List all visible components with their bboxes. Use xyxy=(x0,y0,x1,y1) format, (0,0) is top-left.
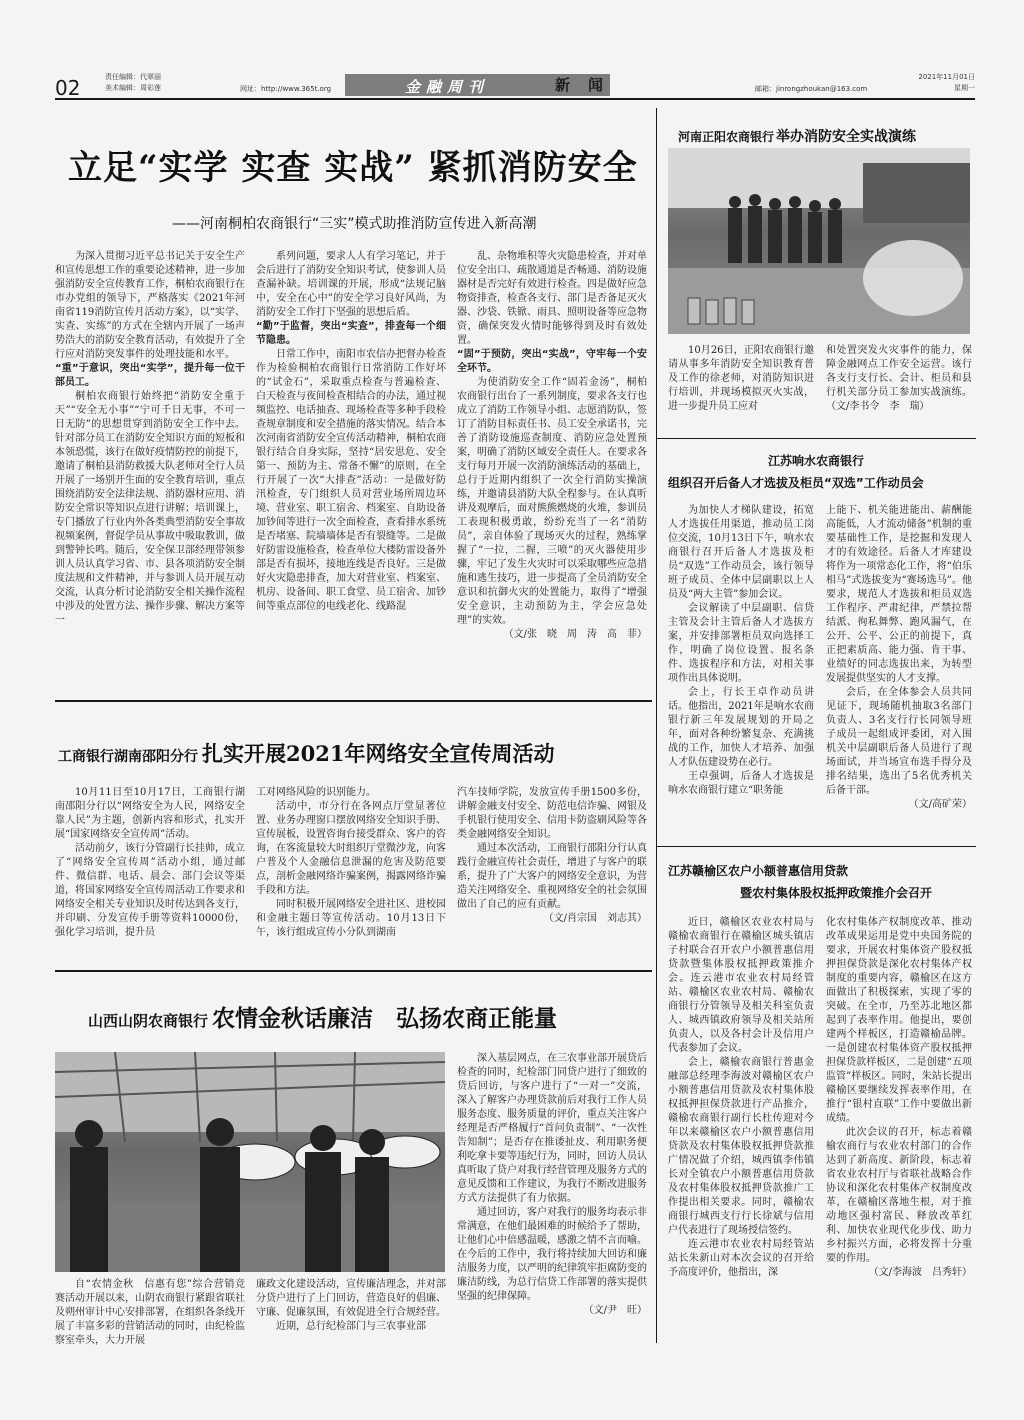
brand-name: 金融周刊 xyxy=(405,78,490,96)
shanxi-title-main: 农情金秋话廉洁 弘扬农商正能量 xyxy=(212,1005,558,1032)
email[interactable]: 邮箱：jinrongzhoukan@163.com xyxy=(755,85,868,93)
editor-line: 美术编辑：周彩莲 xyxy=(105,84,161,92)
byline: （文/肖宗国 刘志其） xyxy=(543,913,647,924)
dairy-farm-photo xyxy=(55,1052,445,1272)
jsgy-title-pre: 江苏赣榆区农户小额普惠信用贷款 xyxy=(668,864,849,878)
zhengyang-title xyxy=(678,126,916,146)
masthead xyxy=(55,70,975,100)
fire-drill-photo xyxy=(668,148,970,334)
zhengyang-title-pre: 河南正阳农商银行 xyxy=(678,130,775,144)
editor-credits xyxy=(105,72,161,94)
jsxs-col-2 xyxy=(826,504,972,834)
paragraph: 近期，总行纪检部门与三农事业部 xyxy=(276,1321,426,1332)
paragraph: 通过回访，客户对我行的服务均表示非常满意，在他们最困难的时候给予了帮助，让他们心中倍感温暖，感激之情不言而喻。在今后的工作中，我行将持续加大回访和廉洁服务力度，以严明的纪律筑牢拒腐防变的廉洁防线，为总行信贷工作部署的落实提供坚强的纪律保障。 xyxy=(457,1207,647,1302)
fire-drill-illustration xyxy=(668,148,970,334)
byline: （文/高矿荣） xyxy=(908,799,972,810)
zhengyang-title-main: 举办消防安全实战演练 xyxy=(776,129,917,145)
page-number: 02 xyxy=(55,76,81,100)
paragraph: 廉政文化建设活动，宣传廉洁理念，并对部分贷户进行了上门回访，营造良好的倡廉、守廉、促廉氛围，有效促进全行合规经营。 xyxy=(256,1279,446,1318)
paragraph: 会上，行长王卓作动员讲话。他指出，2021年是响水农商银行新三年发展规划的开局之年，面对各种纷繁复杂、充满挑战的工作，加快人才培养、加强人才队伍建设势在必行。 xyxy=(668,687,814,768)
editor-line: 责任编辑：代翠丽 xyxy=(105,73,161,81)
byline: （文/张 晓 周 涛 高 菲） xyxy=(503,629,647,640)
paragraph: 活动中，市分行在各网点厅堂显著位置、业务办理窗口摆放网络安全知识手册、宣传展板，设置咨询台接受群众、客户的咨询，在客流量较大时组织厅堂微沙龙，向客户普及个人金融信息泄漏的危害及防范要点，剖析金融网络诈骗案例，揭露网络诈骗手段和方法。 xyxy=(256,801,446,896)
paragraph: 会上，赣榆农商银行普惠金融部总经理李海波对赣榆区农户小额普惠信用贷款及农村集体股权抵押担保贷款进行产品推介，赣榆农商银行副行长杜传迎对今年以来赣榆区农户小额普惠信用贷款及农村集体股权抵押贷款推广情况做了介绍，城西镇李伟镇长对全镇农户小额普惠信用贷款及农村集体股权抵押贷款推广工作提出相关要求。同时，赣榆农商银行城西支行行长徐斌与信用户代表进行了现场授信签约。 xyxy=(668,1057,814,1236)
divider xyxy=(55,970,652,972)
date-text: 2021年11月01日 xyxy=(918,73,975,81)
shanxi-title-pre: 山西山阴农商银行 xyxy=(88,1012,209,1030)
gonghang-col-3 xyxy=(457,786,647,960)
paragraph: 汽车技师学院，发放宣传手册1500多份，讲解金融支付安全、防范电信诈骗、网银及手机银行使用安全、信用卡防盗刷风险等各类金融网络安全知识。 xyxy=(457,787,647,840)
gonghang-col-2 xyxy=(256,786,446,936)
shanxi-col-b2 xyxy=(256,1278,446,1340)
divider xyxy=(656,846,976,847)
byline: （文/尹 旺） xyxy=(583,1305,647,1316)
zhengyang-col-2 xyxy=(826,344,972,420)
lead-subtitle: ——河南桐柏农商银行“三实”模式助推消防宣传进入新高潮 xyxy=(172,216,537,232)
jsgy-col-1 xyxy=(668,916,814,1340)
gonghang-title xyxy=(58,738,554,768)
paragraph: 10月26日，正阳农商银行邀请从事多年消防安全知识教育普及工作的徐老师，对消防知识进行培训，并现场模拟灭火实战，进一步提升员工应对 xyxy=(668,345,814,412)
byline: （文/李海波 吕秀轩） xyxy=(868,1267,972,1278)
jsxs-col-1 xyxy=(668,504,814,834)
jsxs-title-main: 组织召开后备人才选拔及柜员“双选”工作动员会 xyxy=(668,476,924,490)
paragraph: 工对网络风险的识别能力。 xyxy=(256,787,376,798)
paragraph: 连云港市农业农村局经管站站长朱新山对本次会议的召开给予高度评价，他指出，深 xyxy=(668,1239,814,1278)
paragraph: 日常工作中，南阳市农信办把督办检查作为检验桐柏农商银行日常消防工作好坏的“试金石”，采取重点检查与普遍检查、白天检查与夜间检查相结合的办法，通过视频监控、电话抽查、现场检查等多种手段检查规章制度和安全措施的落实情况。结合本次河南省消防安全宣传活动精神，桐柏农商银行结合自身实际，坚持“居安思危、安全第一、预防为主、常备不懈”的原则，在全行开展了一次“大排查”活动：一是做好防汛检查，专门组织人员对营业场所周边环境、营业室、职工宿舍、档案室、自助设备加钞间等进行一次全面检查，查看排水系统是否堵塞、院墙墙体是否有裂缝等。二是做好防雷设施检查，检查单位大楼防雷设备外部是否有损坏，接地连线是否良好。三是做好火灾隐患排查，加大对营业室、档案室、机房、设备间、职工食堂、员工宿舍、加钞间等重点部位的电线老化、线路混 xyxy=(256,349,446,612)
shanxi-title xyxy=(88,1000,557,1033)
lead-col-2 xyxy=(256,250,446,686)
website[interactable]: 网址：http://www.365t.org xyxy=(240,85,332,93)
shanxi-col-b1 xyxy=(55,1278,245,1346)
zhengyang-col-1 xyxy=(668,344,814,420)
gonghang-title-pre: 工商银行湖南邵阳分行 xyxy=(58,749,198,765)
jsxs-title-pre: 江苏响水农商银行 xyxy=(768,454,865,468)
paragraph: 活动前夕，该行分管副行长挂帅，成立了“网络安全宣传周”活动小组，通过邮件、微信群、电话、晨会、部门会议等渠道，将国家网络安全宣传周活动工作要求和网络安全相关专业知识及时传达到各支行，并印刷、分发宣传手册等资料10000份，强化学习培训，提升员 xyxy=(55,843,245,938)
weekday-text: 星期一 xyxy=(954,84,975,92)
issue-date xyxy=(918,72,975,94)
paragraph: 通过本次活动，工商银行邵阳分行认真践行金融宣传社会责任，增进了与客户的联系，提升了广大客户的网络安全意识，为营造关注网络安全、重视网络安全的社会氛围做出了自己的应有贡献。 xyxy=(457,843,647,910)
paragraph: 为使消防安全工作“固若金汤”，桐柏农商银行出台了一系列制度，要求各支行也成立了消防工作领导小组、志愿消防队，签订了消防目标责任书、员工安全承诺书，完善了消防设施巡查制度、消防应急处置预案，明确了消防区域安全责任人。在要求各支行每月开展一次消防演练活动的基础上，总行于近期内组织了一次全行消防实操演练，并邀请县消防大队全程参与。在认真听讲及观摩后，面对熊熊燃烧的火堆，参训员工表现积极勇敢，纷纷充当了一名“消防员”，亲自体验了现场灭火的过程，熟练掌握了“一拉，二握，三喷”的灭火器使用步骤，牢记了发生火灾时可以采取哪些应急措施和逃生技巧，进一步提高了全员消防安全意识和抗御火灾的处置能力，取得了“增强安全意识，主动预防为主，学会应急处理”的实效。 xyxy=(457,377,647,626)
paragraph: 同时积极开展网络安全进社区、进校园和金融主题日等宣传活动。10月13日下午，该行组成宣传小分队到湖南 xyxy=(256,899,446,938)
lead-title: 立足“实学 实查 实战” 紧抓消防安全 xyxy=(68,148,638,188)
lead-col-1 xyxy=(55,250,245,686)
paragraph: 近日，赣榆区农业农村局与赣榆农商银行在赣榆区城头镇店子村联合召开农户小额普惠信用贷款暨集体股权抵押政策推介会。连云港市农业农村局经管站、赣榆区农业农村局、赣榆农商银行分管领导及相关科室负责人、城西镇政府领导及相关站所负责人，以及各村会计及信用户代表参加了会议。 xyxy=(668,917,814,1054)
divider xyxy=(55,700,652,702)
paragraph: 自“农情金秋 信惠有您”综合营销竞赛活动开展以来，山阴农商银行紧跟省联社及朔州审计中心安排部署，在组织各条线开展了丰富多彩的营销活动的同时，由纪检监察室牵头，大力开展 xyxy=(55,1279,245,1346)
jsgy-title-main: 暨农村集体股权抵押政策推介会召开 xyxy=(740,886,933,900)
paragraph: 会议解读了中层副职、信贷主管及会计主管后备人才选拔方案，并安排部署柜员双向选择工作，明确了岗位设置、报名条件、选拔程序和方法，对相关事项作出具体说明。 xyxy=(668,603,814,684)
paragraph: 此次会议的召开，标志着赣榆农商行与农业农村部门的合作达到了新高度、新阶段，标志着省农业农村厅与省联社战略合作协议和深化农村集体产权制度改革，在赣榆区落地生根，对于推动地区强村富民、释放改革红利、加快农业现代化步伐、助力乡村振兴方面，必将发挥十分重要的作用。 xyxy=(826,1127,972,1264)
paragraph: 桐柏农商银行始终把“消防安全重于天”“安全无小事”“宁可千日无事，不可一日无防”的思想贯穿到消防安全工作中去。针对部分员工在消防安全知识方面的短板和本领恐慌，该行在做好疫情防控的前提下，邀请了桐柏县消防救援大队老师对全行人员开展了一场别开生面的安全教育培训，重点围绕消防安全法律法规、消防器材应用、消防安全常识等知识点进行讲解；培训课上，专门播放了行业内外各类典型消防安全事故视频案例，督促学员从事故中吸取教训，做到警钟长鸣。随后，安全保卫部经理带领参训人员认真学习省、市、县各项消防安全制度法规和文件精神，并与参训人员开展互动交流，认真分析讨论消防安全相关操作流程中涉及的处置方法、操作步骤、解决方案等一 xyxy=(55,391,245,626)
paragraph: 化农村集体产权制度改革、推动改革成果运用是党中央国务院的要求，开展农村集体资产股权抵押担保贷款是深化农村集体产权制度的重要内容，赣榆区在这方面做出了积极探索，实现了零的突破。在全市，乃至苏北地区都起到了表率作用。他提出，要创建两个样板区，打造赣榆品牌。一是创建农村集体资产股权抵押担保贷款样板区，二是创建“五项监管”样板区。同时，朱站长提出赣榆区要继续发挥表率作用，在推行“银村直联”工作中要做出新成绩。 xyxy=(826,917,972,1124)
paragraph: 系列问题，要求人人有学习笔记，并于会后进行了消防安全知识考试，使参训人员查漏补缺。培训课的开展，形成“法规记脑中，安全在心中”的安全学习良好风尚，为消防安全工作打下坚强的思想后盾。 xyxy=(256,251,446,318)
divider xyxy=(656,108,657,1343)
paragraph: 会后，在全体参会人员共同见证下，现场随机抽取3名部门负责人、3名支行行长同领导班子成员一起组成评委团，对入围机关中层副职后备人员进行了现场面试，并当场宣布选手得分及排名结果，选出了5名优秀机关后备干部。 xyxy=(826,687,972,796)
dairy-farm-illustration xyxy=(55,1052,445,1272)
subheading: “固”于预防，突出“实战”，守牢每一个安全环节。 xyxy=(457,349,647,374)
section-name: 新闻 xyxy=(555,76,622,94)
divider xyxy=(656,438,976,439)
paragraph: 为深入贯彻习近平总书记关于安全生产和宣传思想工作的重要论述精神，进一步加强消防安全宣传教育工作，桐柏农商银行在市办党组的领导下，严格落实《2021年河南省119消防宣传月活动方案》，以“实学、实查、实练”的方式在全辖内开展了一场声势浩大的消防安全教育活动，有效提升了全行应对消防突发事件的处理技能和水平。 xyxy=(55,251,245,360)
shanxi-col-right xyxy=(457,1052,647,1334)
paragraph: 王卓强调，后备人才选拔是响水农商银行建立“职务能 xyxy=(668,771,814,796)
gonghang-title-main: 扎实开展2021年网络安全宣传周活动 xyxy=(202,741,555,766)
paragraph: 上能下、机关能进能出、薪酬能高能低，人才流动储备”机制的重要基础性工作，是挖掘和发现人才的有效途径。后备人才库建设将作为一项常态化工作，将“伯乐相马”式选拔变为“赛场选马”。他要求，规范人才选拔和柜员双选工作程序、严肃纪律，严禁拉帮结派、徇私舞弊、跑风漏气，在公开、公平、公正的前提下，真正把素质高、能力强、肯干事、业绩好的同志选拔出来，为转型发展提供坚实的人才支撑。 xyxy=(826,505,972,684)
subheading: “重”于意识，突出“实学”，提升每一位干部员工。 xyxy=(55,363,245,388)
paragraph: 乱、杂物堆积等火灾隐患检查，并对单位安全出口、疏散通道是否畅通、消防设施器材是否完好有效进行检查。四是做好应急物资排查，检查各支行、部门是否备足灭火器、沙袋、铁锨、雨具、照明设备等应急物资，确保突发火情时能够得到及时有效处置。 xyxy=(457,251,647,346)
subheading: “勤”于监督，突出“实查”，排查每一个细节隐患。 xyxy=(256,321,446,346)
paragraph: 深入基层网点，在三农事业部开展贷后检查的同时，纪检部门同贷户进行了细致的贷后回访，与客户进行了“一对一”交流，深入了解客户办理贷款前后对我行工作人员服务态度、服务质量的评价，重点关注客户经理是否严格履行“首问负责制”、“一次性告知制”；是否存在推诿扯皮、利用职务便利吃拿卡要等违纪行为，同时，回访人员认真听取了贷户对我行经营管理及服务方式的意见反馈和工作建议，为我行不断改进服务方式方法提供了有力依据。 xyxy=(457,1053,647,1204)
jsgy-col-2 xyxy=(826,916,972,1340)
paragraph: 10月11日至10月17日，工商银行湖南邵阳分行以“网络安全为人民，网络安全靠人民”为主题，创新内容和形式，扎实开展“国家网络安全宣传周”活动。 xyxy=(55,787,245,840)
gonghang-col-1 xyxy=(55,786,245,936)
lead-col-3 xyxy=(457,250,647,686)
paragraph: 和处置突发火灾事件的能力，保障金融网点工作安全运营。该行各支行支行长、会计、柜员和县行机关部分员工参加实战演练。（文/李书令 李 瑞） xyxy=(826,345,972,412)
paragraph: 为加快人才梯队建设，拓宽人才选拔任用渠道，推动员工岗位交流，10月13日下午，响水农商银行召开后备人才选拔及柜员“双选”工作动员会，该行领导班子成员、全体中层副职以上人员及“两大主管”参加会议。 xyxy=(668,505,814,600)
